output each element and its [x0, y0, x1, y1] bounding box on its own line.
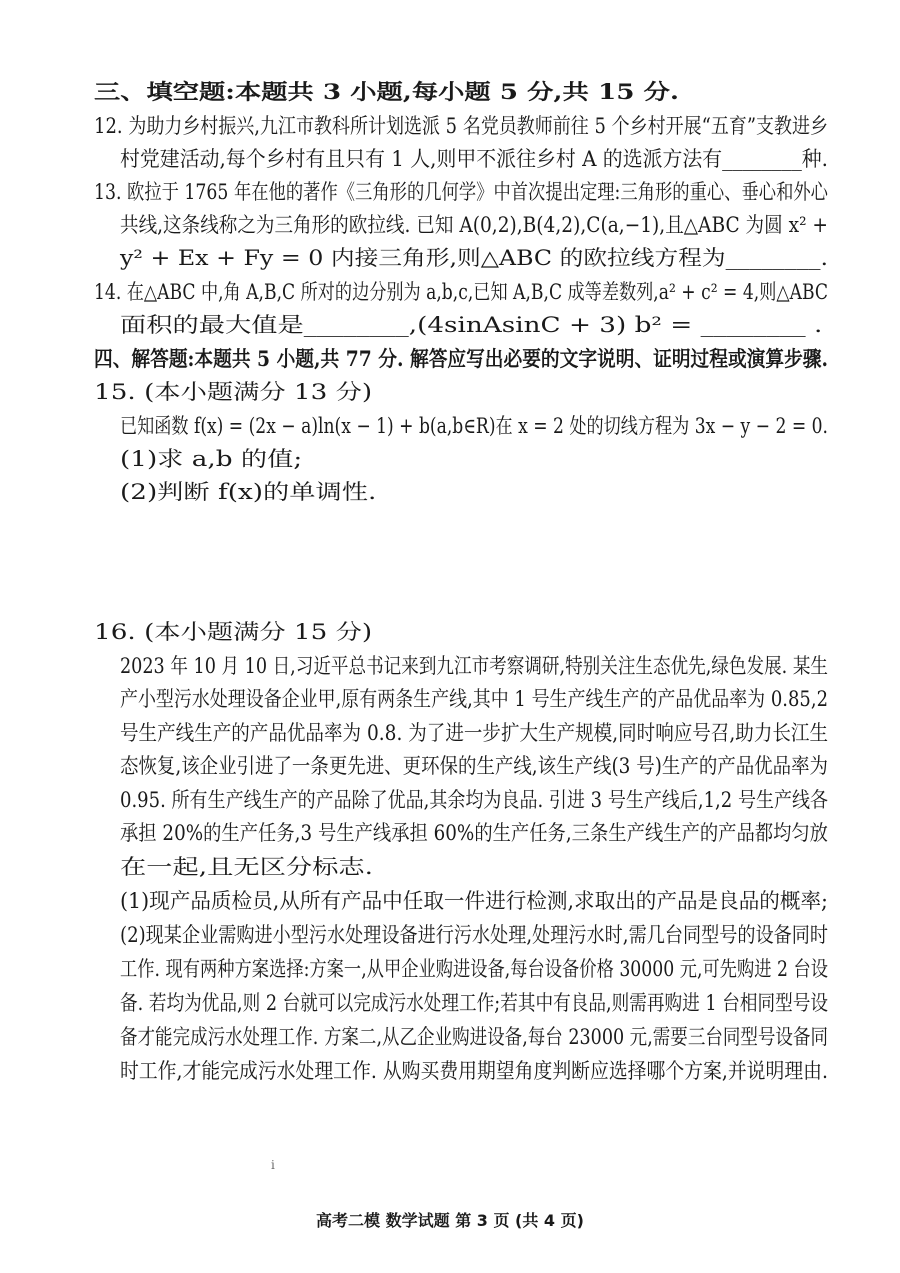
question-14-line-2: 面积的最大值是________,(4sinAsinC + 3) b² = ________ .	[120, 313, 823, 337]
question-16-line: 态恢复,该企业引进了一条更先进、更环保的生产线,该生产线(3 号)生产的产品优品率为	[120, 754, 828, 778]
question-16-heading: 16. (本小题满分 15 分)	[94, 620, 373, 644]
question-16-line: 备. 若均为优品,则 2 台就可以完成污水处理工作;若其中有良品,则需再购进 1 台相同型号设	[120, 991, 828, 1015]
question-16-line: 0.95. 所有生产线生产的产品除了优品,其余均为良品. 引进 3 号生产线后,1,2 号生产线各	[120, 788, 828, 812]
question-12-line-2: 村党建活动,每个乡村有且只有 1 人,则甲不派往乡村 A 的选派方法有________种.	[120, 147, 828, 171]
section-heading-solve: 四、解答题:本题共 5 小题,共 77 分. 解答应写出必要的文字说明、证明过程或演算步骤.	[94, 346, 828, 371]
question-16-part-2: (2)现某企业需购进小型污水处理设备进行污水处理,处理污水时,需几台同型号的设备同时	[120, 923, 828, 947]
question-16-line: 产小型污水处理设备企业甲,原有两条生产线,其中 1 号生产线生产的产品优品率为 0.85,2	[120, 687, 828, 711]
question-16-line: 工作. 现有两种方案选择:方案一,从甲企业购进设备,每台设备价格 30000 元,可先购进 2 台设	[120, 957, 828, 981]
scan-speck: ⅰ	[271, 1158, 275, 1172]
question-15-part-1: (1)求 a,b 的值;	[120, 447, 303, 471]
question-14-line-1: 14. 在△ABC 中,角 A,B,C 所对的边分别为 a,b,c,已知 A,B,C 成等差数列,a² + c² = 4,则△ABC	[94, 280, 828, 304]
question-15-heading: 15. (本小题满分 13 分)	[94, 380, 373, 404]
page-footer: 高考二模 数学试题 第 3 页 (共 4 页)	[316, 1211, 584, 1230]
question-13-line-1: 13. 欧拉于 1765 年在他的著作《三角形的几何学》中首次提出定理:三角形的重心、垂心和外心	[94, 180, 828, 204]
question-16-line: 时工作,才能完成污水处理工作. 从购买费用期望角度判断应选择哪个方案,并说明理由.	[120, 1059, 828, 1083]
question-15-stem: 已知函数 f(x) = (2x − a)ln(x − 1) + b(a,b∈R)在 x = 2 处的切线方程为 3x − y − 2 = 0.	[120, 414, 828, 438]
question-13-line-3: y² + Ex + Fy = 0 内接三角形,则△ABC 的欧拉线方程为________.	[120, 246, 828, 270]
question-16-line: 号生产线生产的产品优品率为 0.8. 为了进一步扩大生产规模,同时响应号召,助力长江生	[120, 721, 828, 745]
question-16-part-1: (1)现产品质检员,从所有产品中任取一件进行检测,求取出的产品是良品的概率;	[120, 889, 828, 913]
question-12-line-1: 12. 为助力乡村振兴,九江市教科所计划选派 5 名党员教师前往 5 个乡村开展“五育”支教进乡	[94, 114, 828, 138]
question-13-line-2: 共线,这条线称之为三角形的欧拉线. 已知 A(0,2),B(4,2),C(a,−1),且△ABC 为圆 x² +	[120, 213, 828, 237]
question-15-part-2: (2)判断 f(x)的单调性.	[120, 480, 377, 504]
question-16-line: 2023 年 10 月 10 日,习近平总书记来到九江市考察调研,特别关注生态优先,绿色发展. 某生	[120, 654, 828, 678]
section-heading-fill-in: 三、填空题:本题共 3 小题,每小题 5 分,共 15 分.	[94, 79, 679, 104]
question-16-line: 承担 20%的生产任务,3 号生产线承担 60%的生产任务,三条生产线生产的产品都均匀放	[120, 821, 828, 845]
question-16-line: 备才能完成污水处理工作. 方案二,从乙企业购进设备,每台 23000 元,需要三台同型号设备同	[120, 1025, 828, 1049]
question-16-line: 在一起,且无区分标志.	[120, 855, 373, 879]
